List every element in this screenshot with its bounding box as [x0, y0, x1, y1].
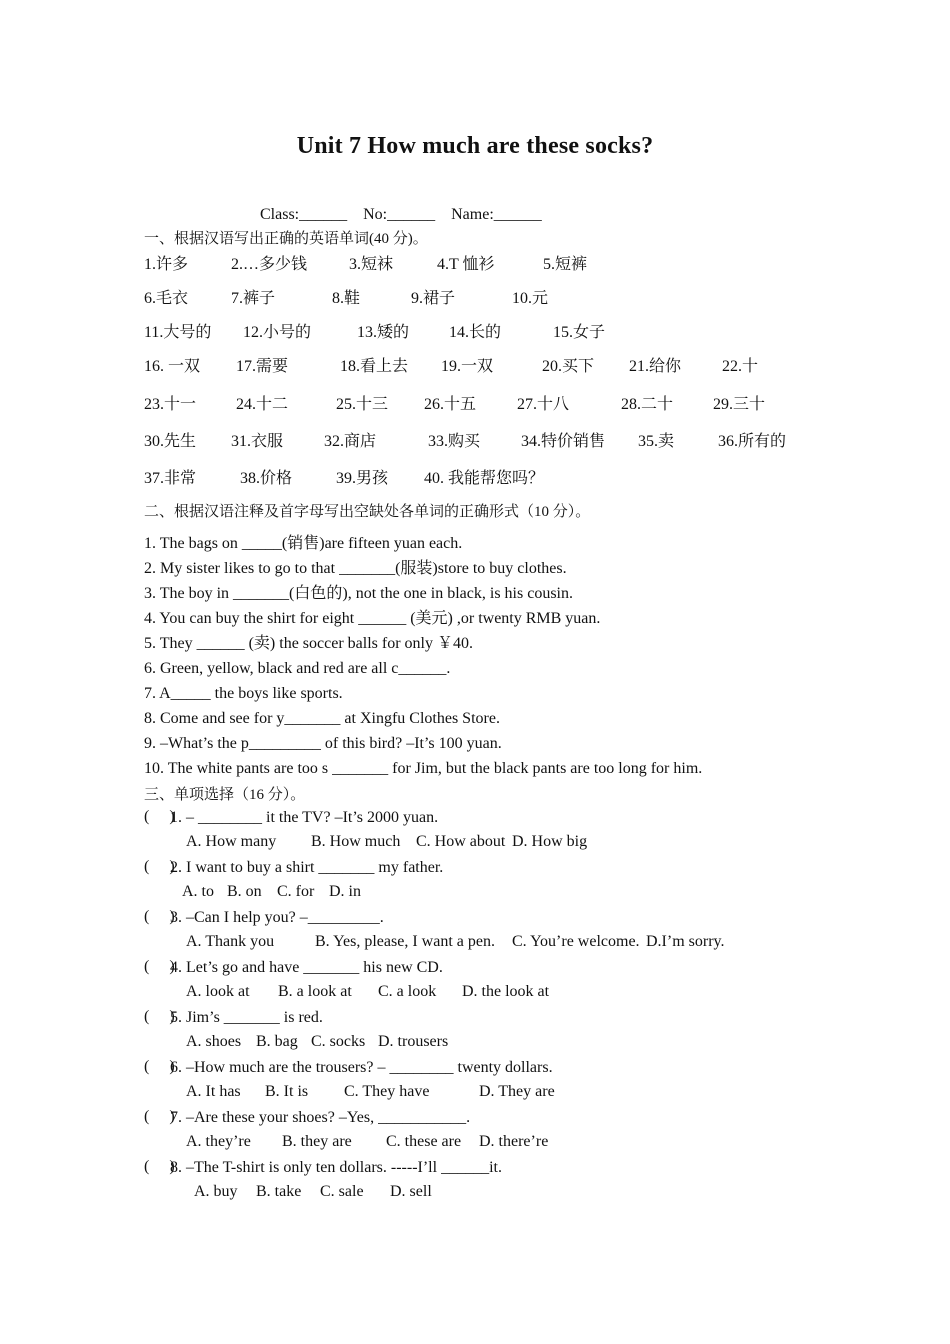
- option-c: C. sale: [320, 1183, 364, 1200]
- question-stem: 2. I want to buy a shirt _______ my father.: [170, 859, 444, 876]
- question-stem: 4. Let’s go and have _______ his new CD.: [170, 959, 443, 976]
- option-d: D.I’m sorry.: [646, 933, 725, 950]
- option-c: C. for: [277, 883, 315, 900]
- vocab-item: 26.十五: [424, 396, 477, 413]
- answer-parenthesis: ( ): [144, 1058, 175, 1075]
- vocab-item: 10.元: [512, 290, 549, 307]
- question-stem: 5. Jim’s _______ is red.: [170, 1009, 323, 1026]
- option-b: B. It is: [265, 1083, 309, 1100]
- vocab-item: 15.女子: [553, 324, 606, 341]
- answer-parenthesis: ( ): [144, 1108, 175, 1125]
- option-b: B. bag: [256, 1033, 298, 1050]
- section1-heading: 一、根据汉语写出正确的英语单词(40 分)。: [144, 231, 428, 247]
- option-c: C. They have: [344, 1083, 430, 1100]
- vocab-item: 14.长的: [449, 324, 502, 341]
- option-d: D. How big: [512, 833, 588, 850]
- vocab-row: [0, 353, 950, 375]
- answer-parenthesis: ( ): [144, 908, 175, 925]
- vocab-item: 25.十三: [336, 396, 389, 413]
- vocab-item: 5.短裤: [543, 256, 588, 273]
- option-d: D. trousers: [378, 1033, 449, 1050]
- option-c: C. these are: [386, 1133, 462, 1150]
- answer-parenthesis: ( ): [144, 1008, 175, 1025]
- vocab-item: 33.购买: [428, 433, 481, 450]
- vocab-item: 29.三十: [713, 396, 766, 413]
- vocab-item: 13.矮的: [357, 324, 410, 341]
- option-b: B. Yes, please, I want a pen.: [315, 933, 495, 950]
- option-a: A. to: [182, 883, 214, 900]
- vocab-item: 3.短袜: [349, 256, 394, 273]
- vocab-item: 22.十: [722, 358, 759, 375]
- fill-blank-item: 5. They ______ (卖) the soccer balls for only ￥40.: [144, 635, 473, 652]
- vocab-item: 24.十二: [236, 396, 289, 413]
- option-d: D. the look at: [462, 983, 550, 1000]
- option-b: B. How much: [311, 833, 401, 850]
- question-stem: 8. –The T-shirt is only ten dollars. -----I’ll ______it.: [170, 1159, 502, 1176]
- question-stem: 3. –Can I help you? –_________.: [170, 909, 384, 926]
- option-c: C. a look: [378, 983, 437, 1000]
- fill-blank-item: 9. –What’s the p_________ of this bird? –It’s 100 yuan.: [144, 735, 502, 752]
- answer-parenthesis: ( ): [144, 858, 175, 875]
- vocab-item: 2.…多少钱: [231, 256, 308, 273]
- fill-blank-item: 7. A_____ the boys like sports.: [144, 685, 343, 702]
- fill-blank-item: 3. The boy in _______(白色的), not the one in black, is his cousin.: [144, 585, 573, 602]
- option-a: A. look at: [186, 983, 250, 1000]
- answer-parenthesis: ( ): [144, 1158, 175, 1175]
- answer-parenthesis: ( ): [144, 958, 175, 975]
- vocab-item: 6.毛衣: [144, 290, 189, 307]
- vocab-item: 16. 一双: [144, 358, 201, 375]
- section3-heading: 三、单项选择（16 分）。: [144, 787, 306, 803]
- vocab-item: 12.小号的: [243, 324, 312, 341]
- vocab-item: 19.一双: [441, 358, 494, 375]
- fill-blank-item: 1. The bags on _____(销售)are fifteen yuan each.: [144, 535, 463, 552]
- vocab-item: 17.需要: [236, 358, 289, 375]
- question-stem: 6. –How much are the trousers? – ________ twenty dollars.: [170, 1059, 553, 1076]
- option-b: B. on: [227, 883, 262, 900]
- option-b: B. a look at: [278, 983, 352, 1000]
- option-b: B. take: [256, 1183, 302, 1200]
- vocab-item: 7.裤子: [231, 290, 276, 307]
- vocab-item: 31.衣服: [231, 433, 284, 450]
- question-stem: 1. – ________ it the TV? –It’s 2000 yuan.: [170, 809, 439, 826]
- section2-heading: 二、根据汉语注释及首字母写出空缺处各单词的正确形式（10 分）。: [144, 504, 591, 520]
- vocab-item: 23.十一: [144, 396, 197, 413]
- vocab-row: [0, 465, 950, 487]
- option-c: C. You’re welcome.: [512, 933, 640, 950]
- vocab-row: [0, 428, 950, 450]
- answer-parenthesis: ( ): [144, 808, 175, 825]
- option-a: A. they’re: [186, 1133, 251, 1150]
- vocab-item: 38.价格: [240, 470, 293, 487]
- fill-blank-item: 2. My sister likes to go to that _______(服装)store to buy clothes.: [144, 560, 567, 577]
- vocab-item: 39.男孩: [336, 470, 389, 487]
- vocab-item: 1.许多: [144, 256, 189, 273]
- vocab-item: 20.买下: [542, 358, 595, 375]
- option-a: A. How many: [186, 833, 277, 850]
- fill-blank-item: 10. The white pants are too s _______ for Jim, but the black pants are too long for him.: [144, 760, 703, 777]
- option-c: C. How about: [416, 833, 506, 850]
- option-d: D. there’re: [479, 1133, 549, 1150]
- option-a: A. Thank you: [186, 933, 275, 950]
- fill-blank-item: 4. You can buy the shirt for eight ______ (美元) ,or twenty RMB yuan.: [144, 610, 601, 627]
- vocab-item: 32.商店: [324, 433, 377, 450]
- vocab-item: 11.大号的: [144, 324, 212, 341]
- vocab-item: 21.给你: [629, 358, 682, 375]
- vocab-item: 35.卖: [638, 433, 675, 450]
- vocab-item: 4.T 恤衫: [437, 256, 495, 273]
- vocab-item: 18.看上去: [340, 358, 409, 375]
- vocab-item: 37.非常: [144, 470, 197, 487]
- option-d: D. They are: [479, 1083, 555, 1100]
- option-a: A. It has: [186, 1083, 241, 1100]
- name-field: Name:______: [451, 206, 542, 223]
- vocab-row: [0, 251, 950, 273]
- vocab-item: 34.特价销售: [521, 433, 606, 450]
- fill-blank-item: 8. Come and see for y_______ at Xingfu Clothes Store.: [144, 710, 500, 727]
- vocab-item: 9.裙子: [411, 290, 456, 307]
- vocab-item: 36.所有的: [718, 433, 787, 450]
- vocab-item: 27.十八: [517, 396, 570, 413]
- class-field: Class:______: [260, 206, 348, 223]
- option-c: C. socks: [311, 1033, 366, 1050]
- vocab-row: [0, 391, 950, 413]
- vocab-row: [0, 285, 950, 307]
- option-b: B. they are: [282, 1133, 352, 1150]
- vocab-row: [0, 319, 950, 341]
- vocab-item: 40. 我能帮您吗？: [424, 470, 545, 487]
- number-field: No:______: [363, 206, 436, 223]
- option-d: D. sell: [390, 1183, 432, 1200]
- option-a: A. shoes: [186, 1033, 242, 1050]
- option-d: D. in: [329, 883, 361, 900]
- option-a: A. buy: [194, 1183, 238, 1200]
- vocab-item: 30.先生: [144, 433, 197, 450]
- page-title: Unit 7 How much are these socks?: [296, 133, 654, 159]
- fill-blank-item: 6. Green, yellow, black and red are all c______.: [144, 660, 451, 677]
- vocab-item: 28.二十: [621, 396, 674, 413]
- question-stem: 7. –Are these your shoes? –Yes, ___________.: [170, 1109, 471, 1126]
- vocab-item: 8.鞋: [332, 290, 361, 307]
